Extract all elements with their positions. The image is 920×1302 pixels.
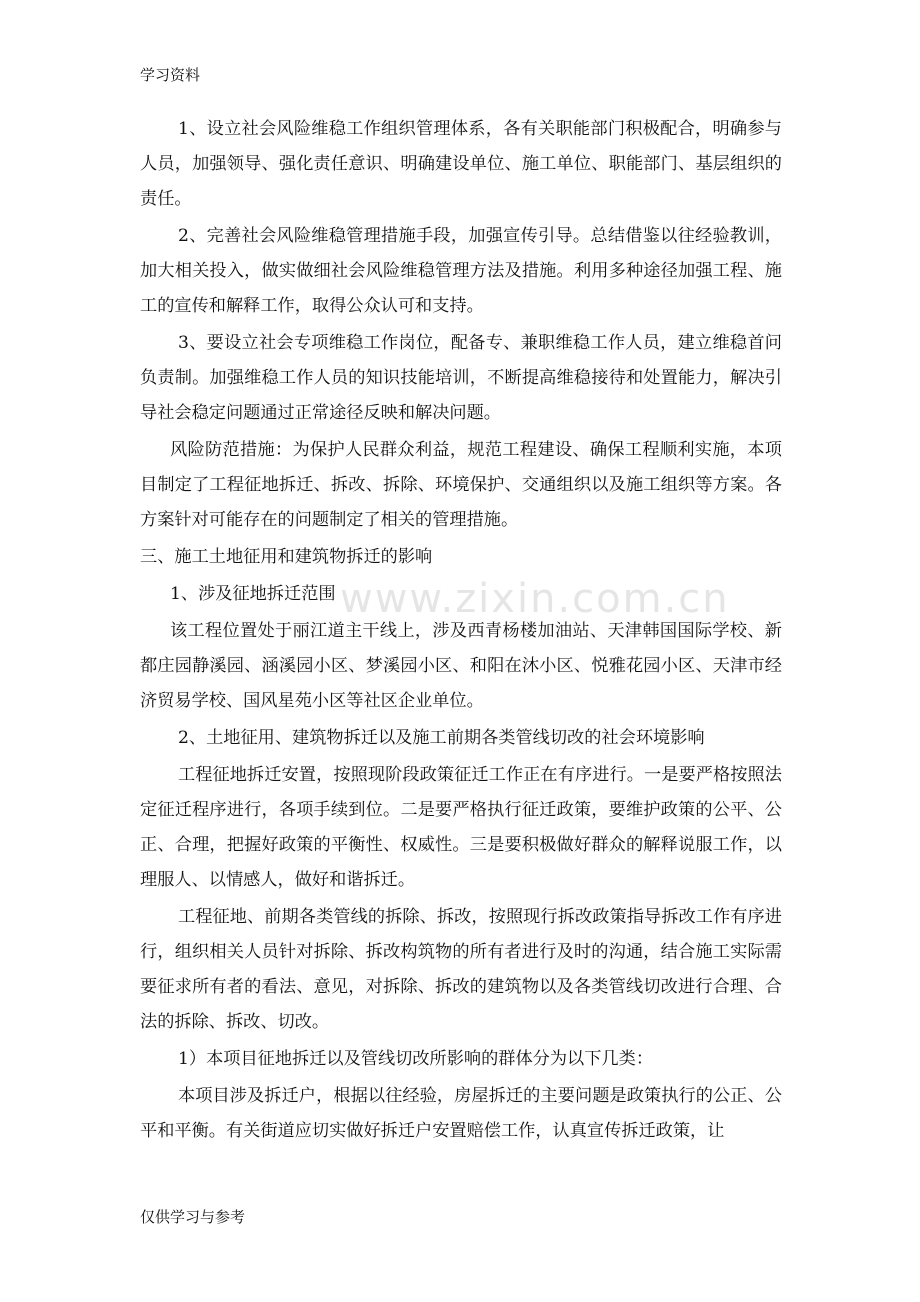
- subheading-2: 2、土地征用、建筑物拆迁以及施工前期各类管线切改的社会环境影响: [178, 728, 705, 748]
- paragraph-households: 本项目涉及拆迁户，根据以往经验，房屋拆迁的主要问题是政策执行的公正、公平和平衡。有关街道应切实做好拆迁户安置赔偿工作，认真宣传拆迁政策，让: [140, 1086, 782, 1141]
- paragraph-2: 2、完善社会风险维稳管理措施手段，加强宣传引导。总结借鉴以往经验教训，加大相关投入，做实做细社会风险维稳管理方法及措施。利用多种途径加强工程、施工的宣传和解释工作，取得公众认可和支持。: [140, 226, 782, 316]
- watermark: www.zixin.com.cn: [340, 576, 730, 622]
- document-body: [140, 112, 782, 1151]
- page-header: 学习资料: [140, 66, 201, 84]
- paragraph-location: 该工程位置处于丽江道主干线上，涉及西青杨楼加油站、天津韩国国际学校、新都庄园静溪园、涵溪园小区、梦溪园小区、和阳在沐小区、悦雅花园小区、天津市经济贸易学校、国风星苑小区等社区企业单位。: [140, 621, 782, 711]
- paragraph-3: 3、要设立社会专项维稳工作岗位，配备专、兼职维稳工作人员，建立维稳首问负责制。加强维稳工作人员的知识技能培训，不断提高维稳接待和处置能力，解决引导社会稳定问题通过正常途径反映和解决问题。: [140, 333, 782, 423]
- paragraph-demolition: 工程征地、前期各类管线的拆除、拆改，按照现行拆改政策指导拆改工作有序进行，组织相关人员针对拆除、拆改构筑物的所有者进行及时的沟通，结合施工实际需要征求所有者的看法、意见，对拆除、拆改的建筑物以及各类管线切改进行合理、合法的拆除、拆改、切改。: [140, 907, 782, 1032]
- subheading-groups: 1）本项目征地拆迁以及管线切改所影响的群体分为以下几类：: [178, 1049, 654, 1069]
- page-footer: 仅供学习与参考: [140, 1208, 246, 1226]
- paragraph-1: 1、设立社会风险维稳工作组织管理体系，各有关职能部门积极配合，明确参与人员，加强领导、强化责任意识、明确建设单位、施工单位、职能部门、基层组织的责任。: [140, 119, 782, 209]
- section-heading-3: 三、施工土地征用和建筑物拆迁的影响: [140, 547, 433, 567]
- paragraph-risk-measures: 风险防范措施：为保护人民群众利益，规范工程建设、确保工程顺利实施，本项目制定了工程征地拆迁、拆改、拆除、环境保护、交通组织以及施工组织等方案。各方案针对可能存在的问题制定了相关的管理措施。: [140, 440, 782, 530]
- paragraph-relocation: 工程征地拆迁安置，按照现阶段政策征迁工作正在有序进行。一是要严格按照法定征迁程序进行，各项手续到位。二是要严格执行征迁政策，要维护政策的公平、公正、合理，把握好政策的平衡性、权威性。三是要积极做好群众的解释说服工作，以理服人、以情感人，做好和谐拆迁。: [140, 765, 782, 890]
- subheading-1: 1、涉及征地拆迁范围: [170, 584, 336, 604]
